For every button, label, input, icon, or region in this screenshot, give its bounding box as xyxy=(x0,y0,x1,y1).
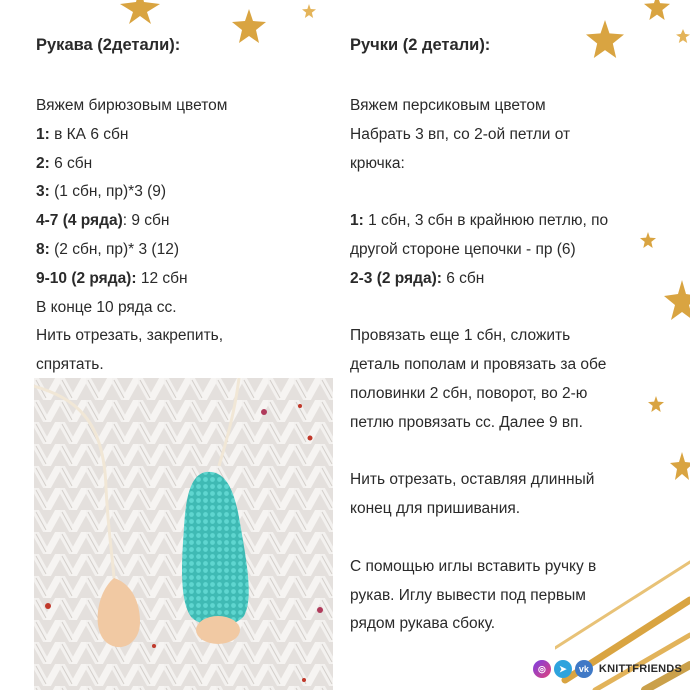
instruction-text: Нить отрезать, закрепить, xyxy=(36,327,224,345)
paragraph-gap xyxy=(350,524,650,553)
instruction-text: 6 сбн xyxy=(441,269,485,287)
instagram-icon[interactable]: ◎ xyxy=(533,660,551,678)
row-number: 9-10 (2 ряда): xyxy=(36,269,137,287)
row-number: 1: xyxy=(350,212,364,230)
star-decoration-icon xyxy=(660,280,690,320)
star-decoration-icon xyxy=(676,26,690,46)
instruction-line xyxy=(36,351,306,380)
instruction-line: Вяжем персиковым цветом xyxy=(350,97,546,114)
star-decoration-icon xyxy=(670,452,690,482)
instruction-line xyxy=(36,121,306,150)
instruction-line xyxy=(350,236,650,265)
instruction-text: 1 сбн, 3 сбн в крайнюю петлю, по xyxy=(363,212,609,230)
instruction-line xyxy=(36,150,306,179)
hands-section xyxy=(350,34,650,639)
row-number: 2: xyxy=(36,154,50,172)
row-number: 1: xyxy=(36,125,50,143)
instruction-line xyxy=(36,322,306,351)
instruction-line: деталь пополам и провязать за обе xyxy=(350,356,607,374)
instruction-text: В конце 10 ряда сс. xyxy=(36,298,177,316)
instruction-text: (2 сбн, пр)* 3 (12) xyxy=(49,240,179,258)
instruction-line xyxy=(36,236,306,265)
brand-name[interactable]: KNITTFRIENDS xyxy=(598,663,682,675)
instruction-text: спрятать. xyxy=(36,356,104,374)
instruction-line xyxy=(36,178,306,207)
instruction-line xyxy=(36,294,306,323)
instruction-line: рукав. Иглу вывести под первым xyxy=(350,586,586,604)
instruction-line: крючка: xyxy=(350,154,405,172)
crochet-photo xyxy=(34,378,333,690)
instruction-text: в КА 6 сбн xyxy=(49,125,129,143)
row-number: 4-7 (4 ряда) xyxy=(36,212,123,230)
brand-footer xyxy=(533,660,682,678)
paragraph-gap xyxy=(350,294,650,323)
instruction-line: Нить отрезать, оставляя длинный xyxy=(350,471,595,489)
instruction-text: 6 сбн xyxy=(49,154,93,172)
instruction-line xyxy=(350,207,650,236)
row-number: 8: xyxy=(36,240,50,258)
vk-icon[interactable]: vk xyxy=(575,660,593,678)
hands-instructions xyxy=(350,92,650,639)
instruction-line xyxy=(36,92,306,121)
instruction-text: (1 сбн, пр)*3 (9) xyxy=(49,183,167,201)
row-number: 2-3 (2 ряда): xyxy=(350,269,442,287)
crochet-parts-image xyxy=(34,378,333,690)
instruction-line: Набрать 3 вп, со 2-ой петли от xyxy=(350,125,571,143)
instruction-line: рядом рукава сбоку. xyxy=(350,615,496,633)
instruction-text: 12 сбн xyxy=(136,269,188,287)
instruction-line xyxy=(36,265,306,294)
instruction-line: С помощью иглы вставить ручку в xyxy=(350,557,597,575)
telegram-icon[interactable]: ➤ xyxy=(554,660,572,678)
instruction-line: половинки 2 сбн, поворот, во 2-ю xyxy=(350,384,588,402)
row-number: 3: xyxy=(36,183,50,201)
instruction-line: конец для пришивания. xyxy=(350,500,521,518)
hands-title: Ручки (2 детали): xyxy=(350,36,491,54)
sleeves-section xyxy=(36,34,306,380)
star-decoration-icon xyxy=(302,4,316,18)
star-decoration-icon xyxy=(648,396,664,412)
instruction-line: Провязать еще 1 сбн, сложить xyxy=(350,327,571,345)
paragraph-gap xyxy=(350,438,650,467)
instruction-line: петлю провязать сс. Далее 9 вп. xyxy=(350,413,583,431)
instruction-text: Вяжем бирюзовым цветом xyxy=(36,97,228,114)
instruction-text: : 9 сбн xyxy=(122,212,170,230)
sleeves-title: Рукава (2детали): xyxy=(36,36,181,54)
instruction-text: другой стороне цепочки - пр (6) xyxy=(350,240,576,258)
star-decoration-icon xyxy=(644,0,670,20)
star-decoration-icon xyxy=(120,0,160,24)
paragraph-gap xyxy=(350,178,650,207)
sleeves-instructions xyxy=(36,92,306,380)
instruction-line xyxy=(36,207,306,236)
instruction-line xyxy=(350,265,650,294)
